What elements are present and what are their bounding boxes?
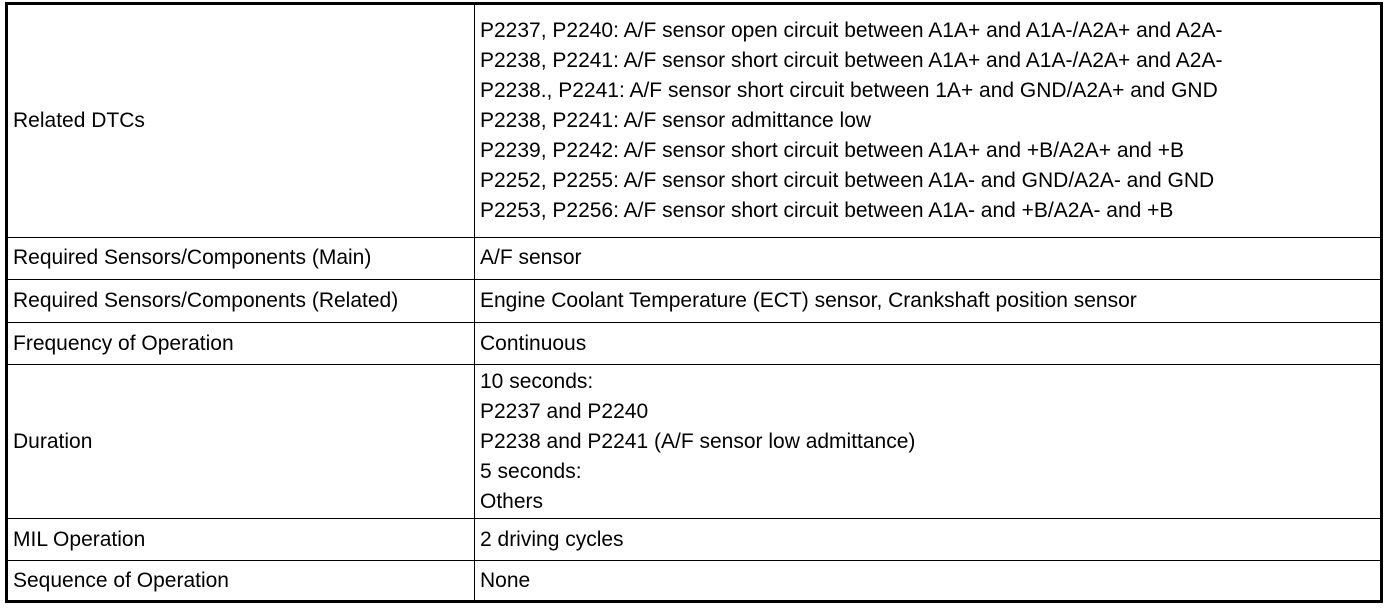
value-line: 10 seconds:: [480, 369, 594, 393]
row-duration: [7, 365, 1382, 519]
row-mil-operation: [7, 519, 1382, 561]
row-sequence-of-operation: [7, 561, 1382, 602]
dtc-line: P2239, P2242: A/F sensor short circuit between A1A+ and +B/A2A+ and +B: [480, 138, 1184, 162]
value-line: P2237 and P2240: [480, 399, 649, 423]
row-label: Duration: [7, 365, 475, 519]
monitor-description-table: [5, 2, 1383, 603]
row-label: Frequency of Operation: [7, 323, 475, 365]
row-value: [475, 4, 1382, 238]
row-related-dtcs: [7, 4, 1382, 238]
row-frequency-of-operation: [7, 323, 1382, 365]
dtc-line: P2238., P2241: A/F sensor short circuit between 1A+ and GND/A2A+ and GND: [480, 78, 1218, 102]
row-label: MIL Operation: [7, 519, 475, 561]
row-value: [475, 323, 1382, 365]
value-line: None: [480, 568, 531, 592]
dtc-line: P2253, P2256: A/F sensor short circuit between A1A- and +B/A2A- and +B: [480, 198, 1174, 222]
dtc-line: P2238, P2241: A/F sensor admittance low: [480, 108, 872, 132]
dtc-line: P2252, P2255: A/F sensor short circuit between A1A- and GND/A2A- and GND: [480, 168, 1215, 192]
row-label: Required Sensors/Components (Main): [7, 237, 475, 279]
row-label: Related DTCs: [7, 4, 475, 238]
row-value: [475, 561, 1382, 602]
row-label: Sequence of Operation: [7, 561, 475, 602]
row-value: [475, 237, 1382, 279]
row-value: [475, 519, 1382, 561]
value-line: 2 driving cycles: [480, 527, 624, 551]
dtc-line: P2237, P2240: A/F sensor open circuit between A1A+ and A1A-/A2A+ and A2A-: [480, 18, 1223, 42]
value-line: A/F sensor: [480, 246, 582, 270]
row-required-sensors-main: [7, 237, 1382, 279]
value-line: P2238 and P2241 (A/F sensor low admittance): [480, 429, 916, 453]
value-line: Others: [480, 489, 544, 513]
value-line: Continuous: [480, 331, 587, 355]
value-line: Engine Coolant Temperature (ECT) sensor, Crankshaft position sensor: [480, 288, 1137, 312]
row-label: Required Sensors/Components (Related): [7, 279, 475, 323]
row-value: [475, 279, 1382, 323]
row-value: [475, 365, 1382, 519]
value-line: 5 seconds:: [480, 459, 582, 483]
dtc-line: P2238, P2241: A/F sensor short circuit between A1A+ and A1A-/A2A+ and A2A-: [480, 48, 1223, 72]
row-required-sensors-related: [7, 279, 1382, 323]
